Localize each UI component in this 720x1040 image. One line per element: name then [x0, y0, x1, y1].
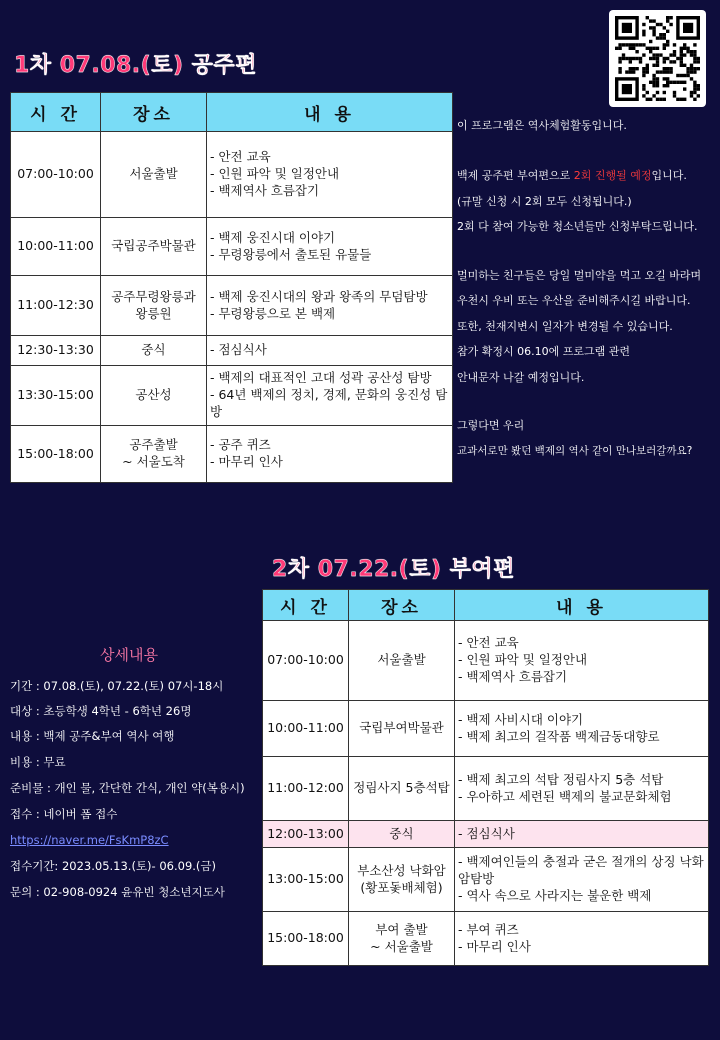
- details-content: 내용 : 백제 공주&부여 역사 여행: [10, 729, 175, 743]
- row-place: [101, 276, 207, 336]
- content-line: - 백제 사비시대 이야기: [458, 711, 584, 727]
- row-place: [349, 848, 455, 912]
- table-row-highlighted: [263, 821, 709, 848]
- note-text: 백제 공주편 부여편으로: [457, 169, 574, 182]
- session2-title: 2차 07.22.(토) 부여편: [272, 557, 515, 582]
- row-content: [207, 132, 453, 218]
- content-line: - 백제역사 흐름잡기: [210, 182, 320, 198]
- header-place: 장소: [101, 93, 207, 132]
- table-row: [263, 848, 709, 912]
- row-content: [207, 426, 453, 483]
- place-line: ~ 서울도착: [122, 454, 185, 469]
- row-place: [101, 336, 207, 366]
- content-line: - 무령왕릉으로 본 백제: [210, 305, 336, 321]
- header-time: 시 간: [263, 590, 349, 621]
- content-line: - 백제 최고의 석탑 정림사지 5층 석탑: [458, 771, 664, 787]
- table-row: [11, 218, 453, 276]
- table-row: [263, 621, 709, 701]
- row-place: [349, 912, 455, 966]
- content-line: - 인원 파악 및 일정안내: [210, 166, 340, 182]
- content-line: - 안전 교육: [458, 635, 519, 651]
- place-line: 중식: [389, 825, 414, 841]
- details-period: 기간 : 07.08.(토), 07.22.(토) 07시-18시: [10, 679, 224, 693]
- table-row: [11, 426, 453, 483]
- note-highlight: 2회 진행될 예정: [573, 169, 652, 182]
- row-time: 13:30-15:00: [11, 366, 101, 426]
- note-text: 입니다.: [651, 169, 687, 182]
- content-line: - 백제 웅진시대 이야기: [210, 229, 336, 245]
- row-content: [455, 757, 709, 821]
- row-place: [349, 821, 455, 848]
- content-line: - 우아하고 세련된 백제의 불교문화체험: [458, 788, 672, 804]
- content-line: - 안전 교육: [210, 149, 271, 165]
- header-time: 시 간: [11, 93, 101, 132]
- header-content: 내 용: [207, 93, 453, 132]
- note-line: 이 프로그램은 역사체험활동입니다.: [457, 119, 627, 132]
- qr-code[interactable]: [609, 10, 706, 107]
- row-time: 07:00-10:00: [11, 132, 101, 218]
- content-line: - 인원 파악 및 일정안내: [458, 652, 588, 668]
- row-content: [455, 848, 709, 912]
- table-row: [11, 336, 453, 366]
- details-heading: 상세내용: [100, 646, 158, 664]
- content-line: - 무령왕릉에서 출토된 유물들: [210, 246, 372, 262]
- row-time: 07:00-10:00: [263, 621, 349, 701]
- content-line: - 공주 퀴즈: [210, 437, 271, 453]
- place-line: 부소산성 낙화암: [357, 862, 446, 878]
- qr-code-icon: [609, 10, 706, 107]
- row-content: [455, 912, 709, 966]
- row-time: 10:00-11:00: [11, 218, 101, 276]
- note-line: 안내문자 나갈 예정입니다.: [457, 371, 585, 384]
- note-line: 그렇다면 우리: [457, 419, 525, 432]
- details-apply-period: 접수기간: 2023.05.13.(토)- 06.09.(금): [10, 859, 217, 873]
- content-line: - 점심식사: [458, 825, 515, 841]
- content-line: - 마무리 인사: [458, 938, 531, 954]
- note-line: 우천시 우비 또는 우산을 준비해주시길 바랍니다.: [457, 294, 691, 307]
- row-content: [207, 336, 453, 366]
- note-line: [457, 167, 687, 183]
- note-line: 멀미하는 친구들은 당일 멀미약을 먹고 오길 바라며: [457, 269, 702, 282]
- row-place: [349, 701, 455, 757]
- application-link[interactable]: https://naver.me/FsKmP8zC: [10, 833, 169, 847]
- header-place: 장소: [349, 590, 455, 621]
- row-content: [207, 218, 453, 276]
- place-line: 왕릉원: [135, 305, 172, 321]
- row-time: 13:00-15:00: [263, 848, 349, 912]
- row-place: [349, 621, 455, 701]
- table-row: [263, 701, 709, 757]
- table-row: [11, 276, 453, 336]
- content-line: - 64년 백제의 정치, 경제, 문화의 웅진성 탐방: [210, 387, 448, 419]
- row-content: [207, 366, 453, 426]
- details-supplies: 준비물 : 개인 물, 간단한 간식, 개인 약(복용시): [10, 781, 245, 795]
- content-line: - 백제여인들의 충절과 굳은 절개의 상징 낙화암탐방: [458, 854, 704, 887]
- row-place: [101, 426, 207, 483]
- table-row: [11, 366, 453, 426]
- place-line: (황포돛배체험): [360, 879, 443, 895]
- row-place: [101, 218, 207, 276]
- details-target: 대상 : 초등학생 4학년 - 6학년 26명: [10, 704, 192, 718]
- row-time: 12:00-13:00: [263, 821, 349, 848]
- row-time: 15:00-18:00: [263, 912, 349, 966]
- place-line: 공주무령왕릉과: [111, 288, 196, 304]
- place-line: 공산성: [135, 387, 172, 403]
- content-line: - 백제역사 흐름잡기: [458, 668, 568, 684]
- place-line: ~ 서울출발: [370, 938, 433, 954]
- row-content: [455, 621, 709, 701]
- place-line: 부여 출발: [375, 921, 428, 937]
- content-line: - 백제 웅진시대의 왕과 왕족의 무덤탐방: [210, 288, 428, 304]
- content-line: - 마무리 인사: [210, 454, 283, 469]
- details-apply: 접수 : 네이버 폼 접수: [10, 807, 118, 821]
- row-content: [207, 276, 453, 336]
- place-line: 국립공주박물관: [111, 238, 196, 254]
- row-time: 12:30-13:30: [11, 336, 101, 366]
- row-content: [455, 821, 709, 848]
- place-line: 서울출발: [129, 166, 178, 182]
- row-time: 11:00-12:00: [263, 757, 349, 821]
- note-line: 또한, 천재지변시 일자가 변경될 수 있습니다.: [457, 320, 673, 333]
- place-line: 공주출발: [129, 437, 178, 453]
- content-line: - 점심식사: [210, 342, 267, 358]
- table-row: [11, 132, 453, 218]
- note-line: 교과서로만 봤던 백제의 역사 같이 만나보러갈까요?: [457, 445, 693, 457]
- row-place: [101, 132, 207, 218]
- session2-schedule-table: [262, 589, 709, 966]
- content-line: - 백제의 대표적인 고대 성곽 공산성 탐방: [210, 370, 432, 386]
- content-line: - 백제 최고의 걸작품 백제금동대향로: [458, 728, 660, 744]
- header-content: 내 용: [455, 590, 709, 621]
- place-line: 중식: [141, 342, 166, 358]
- row-place: [349, 757, 455, 821]
- session1-title: 1차 07.08.(토) 공주편: [14, 53, 257, 78]
- row-time: 10:00-11:00: [263, 701, 349, 757]
- details-cost: 비용 : 무료: [10, 755, 66, 769]
- row-time: 15:00-18:00: [11, 426, 101, 483]
- content-line: - 역사 속으로 사라지는 불운한 백제: [458, 887, 652, 903]
- table-row: [263, 912, 709, 966]
- note-line: 참가 확정시 06.10에 프로그램 관련: [457, 345, 630, 358]
- details-contact: 문의 : 02-908-0924 윤유빈 청소년지도사: [10, 885, 225, 899]
- place-line: 국립부여박물관: [359, 720, 444, 736]
- row-place: [101, 366, 207, 426]
- place-line: 서울출발: [377, 652, 426, 668]
- note-line: (규말 신청 시 2회 모두 신청됩니다.): [457, 195, 632, 208]
- place-line: 정림사지 5층석탑: [353, 780, 450, 796]
- content-line: - 부여 퀴즈: [458, 921, 519, 937]
- table-row: [263, 757, 709, 821]
- row-time: 11:00-12:30: [11, 276, 101, 336]
- row-content: [455, 701, 709, 757]
- session1-schedule-table: [10, 92, 453, 483]
- note-line: 2회 다 참여 가능한 청소년들만 신청부탁드립니다.: [457, 220, 698, 233]
